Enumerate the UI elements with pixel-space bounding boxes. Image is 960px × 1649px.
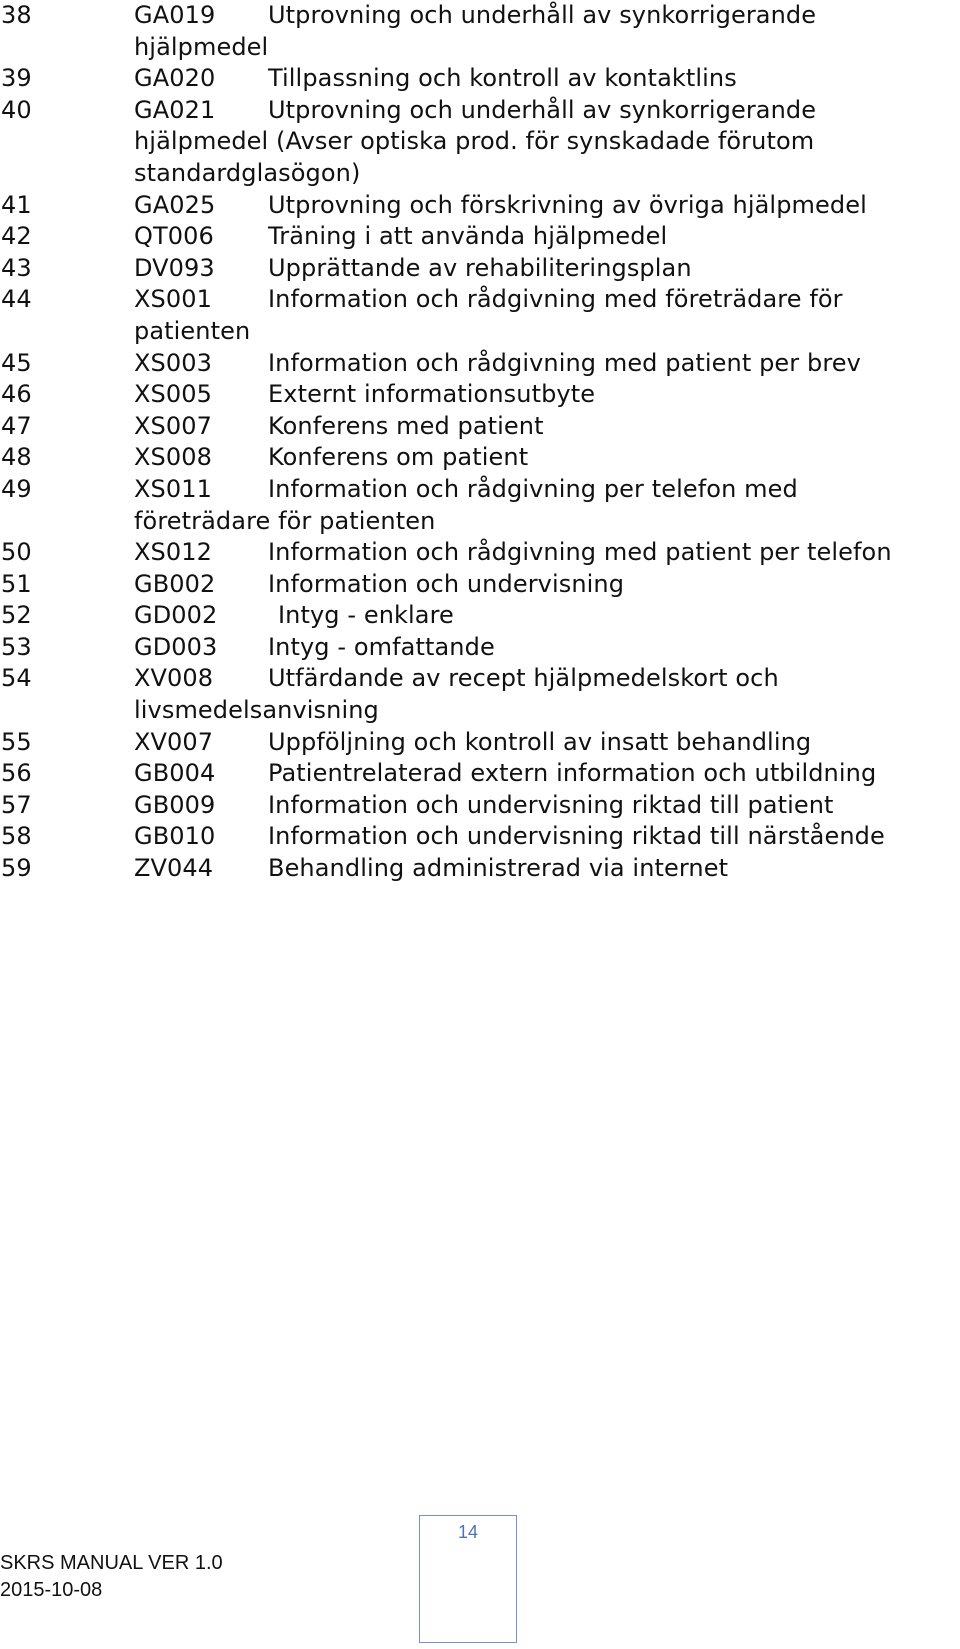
row-code: GA021 [134, 95, 216, 124]
row-code: XV008 [134, 664, 214, 693]
row-number: 40 [1, 95, 32, 124]
list-item-39 [0, 63, 960, 95]
row-number: 49 [1, 474, 32, 503]
row-code: GA019 [134, 1, 216, 29]
row-description-continued: hjälpmedel (Avser optiska prod. för synskadade förutom [134, 127, 815, 156]
row-number: 58 [1, 822, 32, 851]
row-number: 41 [1, 190, 32, 219]
row-description: Information och rådgivning med patient per brev [268, 348, 861, 377]
list-item-59 [0, 853, 960, 885]
row-code: XV007 [134, 727, 214, 756]
row-number: 48 [1, 443, 32, 472]
row-code: GB004 [134, 759, 216, 788]
row-number: 59 [1, 854, 32, 883]
row-description: Utprovning och underhåll av synkorrigerande [268, 95, 817, 124]
row-description: Information och undervisning [268, 569, 625, 598]
row-description-continued: livsmedelsanvisning [134, 696, 379, 725]
list-item-57 [0, 790, 960, 822]
row-description: Konferens med patient [268, 411, 544, 440]
row-description: Information och undervisning riktad till närstående [268, 822, 885, 851]
row-code: GA020 [134, 64, 216, 93]
list-item-40 [0, 95, 960, 127]
list-item-43 [0, 253, 960, 285]
row-description-continued: hjälpmedel [134, 32, 269, 61]
list-item-38 [0, 0, 960, 32]
footer-info [0, 1550, 223, 1604]
row-description: Information och undervisning riktad till patient [268, 790, 834, 819]
row-description: Information och rådgivning per telefon med [268, 474, 798, 503]
row-number: 47 [1, 411, 32, 440]
row-code: XS001 [134, 285, 212, 314]
list-item-44 [0, 284, 960, 316]
row-number: 54 [1, 664, 32, 693]
row-description-continued: standardglasögon) [134, 158, 361, 187]
row-code: GA025 [134, 190, 216, 219]
list-item-54 [0, 663, 960, 695]
row-code: XS012 [134, 538, 212, 567]
list-item-58 [0, 821, 960, 853]
row-code: ZV044 [134, 854, 214, 883]
list-item-49 [0, 474, 960, 506]
row-description: Behandling administrerad via internet [268, 854, 729, 883]
row-description: Information och rådgivning med patient per telefon [268, 538, 892, 567]
row-number: 45 [1, 348, 32, 377]
list-item-50 [0, 537, 960, 569]
list-item-47 [0, 411, 960, 443]
list-item-41 [0, 190, 960, 222]
row-number: 53 [1, 632, 32, 661]
row-code: XS003 [134, 348, 212, 377]
row-description: Utfärdande av recept hjälpmedelskort och [268, 664, 779, 693]
row-code: GD002 [134, 601, 218, 630]
list-item-55 [0, 727, 960, 759]
row-code: DV093 [134, 253, 215, 282]
list-item-42 [0, 221, 960, 253]
row-code: GD003 [134, 632, 218, 661]
row-number: 52 [1, 601, 32, 630]
row-number: 42 [1, 222, 32, 251]
row-code: GB010 [134, 822, 216, 851]
list-item-56 [0, 758, 960, 790]
list-item-45 [0, 348, 960, 380]
list-item-53 [0, 632, 960, 664]
row-number: 43 [1, 253, 32, 282]
list-item-48 [0, 442, 960, 474]
row-description: Utprovning och förskrivning av övriga hjälpmedel [268, 190, 867, 219]
row-description: Utprovning och underhåll av synkorrigerande [268, 1, 817, 29]
row-number: 50 [1, 538, 32, 567]
row-description-continued: företrädare för patienten [134, 506, 436, 535]
list-item-52 [0, 600, 960, 632]
row-description: Konferens om patient [268, 443, 529, 472]
page-number: 14 [457, 1522, 479, 1542]
row-number: 57 [1, 790, 32, 819]
row-description: Intyg - omfattande [268, 632, 495, 661]
row-number: 44 [1, 285, 32, 314]
row-code: GB009 [134, 790, 216, 819]
row-code: XS011 [134, 474, 212, 503]
row-code: XS007 [134, 411, 212, 440]
row-code: XS005 [134, 380, 212, 409]
row-description: Upprättande av rehabiliteringsplan [268, 253, 692, 282]
row-code: GB002 [134, 569, 216, 598]
row-description-continued: patienten [134, 316, 251, 345]
list-item-46 [0, 379, 960, 411]
row-description: Träning i att använda hjälpmedel [268, 222, 668, 251]
row-code: XS008 [134, 443, 212, 472]
row-description: Uppföljning och kontroll av insatt behandling [268, 727, 812, 756]
row-number: 56 [1, 759, 32, 788]
row-description: Patientrelaterad extern information och utbildning [268, 759, 877, 788]
list-item-51 [0, 569, 960, 601]
row-number: 46 [1, 380, 32, 409]
footer-date: 2015-10-08 [0, 1579, 103, 1601]
row-number: 38 [1, 1, 32, 29]
row-number: 51 [1, 569, 32, 598]
row-number: 39 [1, 64, 32, 93]
row-number: 55 [1, 727, 32, 756]
row-description: Information och rådgivning med företrädare för [268, 285, 843, 314]
row-code: QT006 [134, 222, 214, 251]
page-number-box [419, 1515, 517, 1643]
row-description: Tillpassning och kontroll av kontaktlins [268, 64, 737, 93]
row-description: Externt informationsutbyte [268, 380, 596, 409]
manual-version: SKRS MANUAL VER 1.0 [0, 1552, 223, 1574]
row-description: Intyg - enklare [278, 601, 454, 630]
